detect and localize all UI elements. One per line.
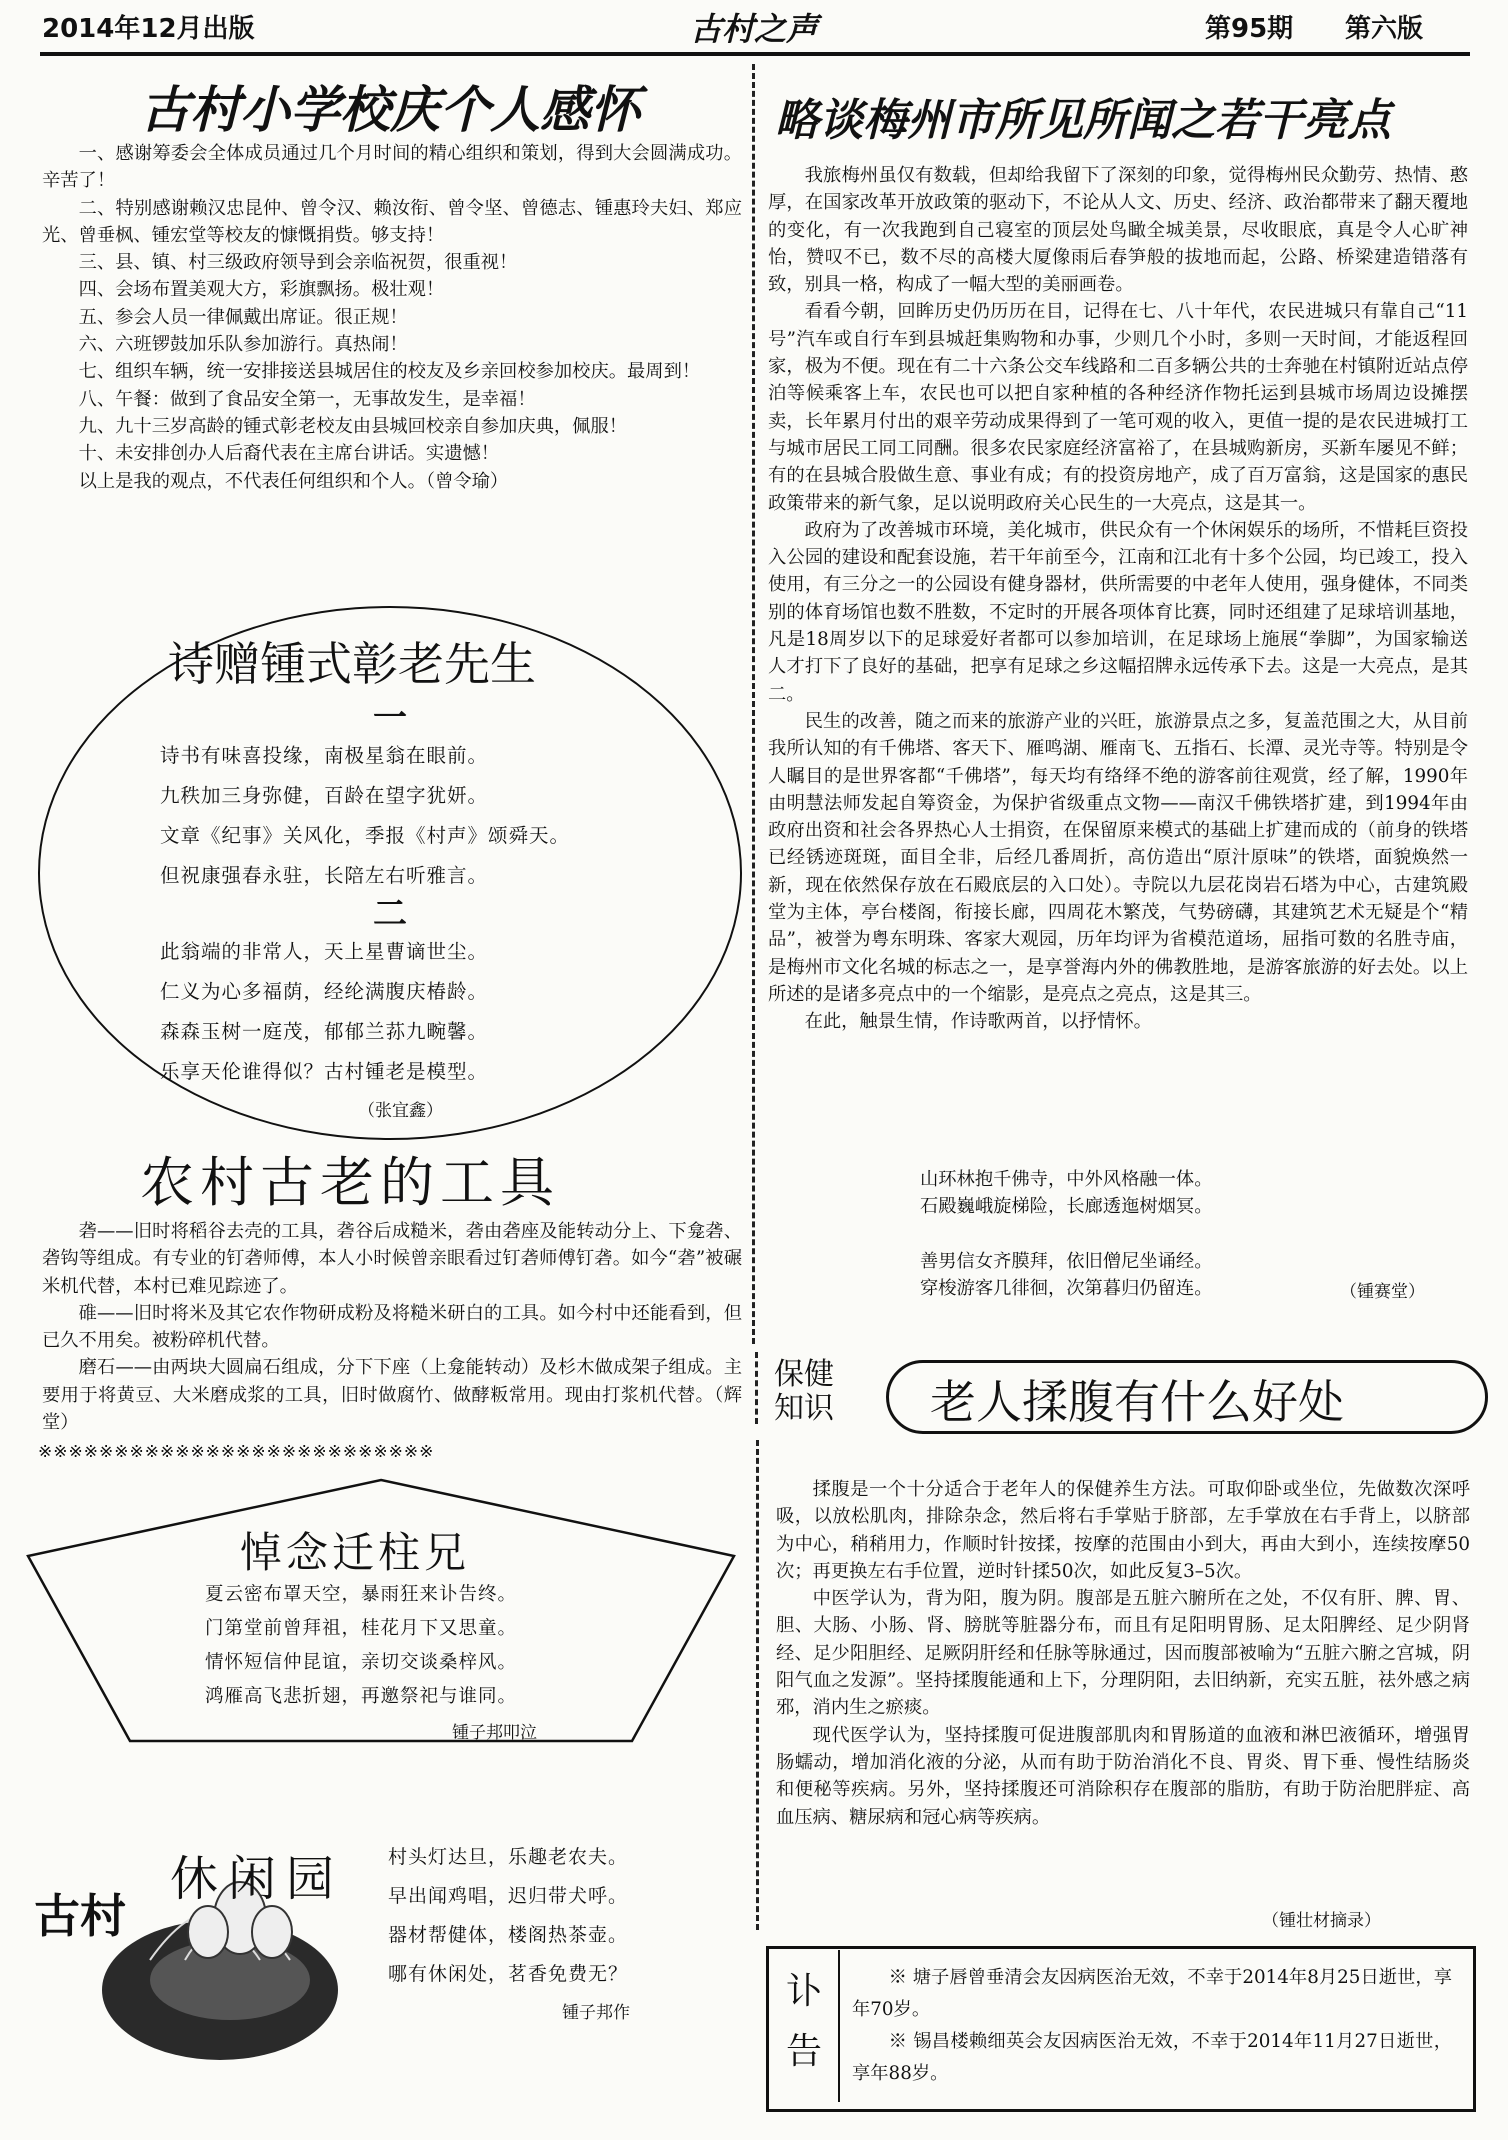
header-rule xyxy=(40,52,1470,56)
author-signature: （锺赛堂） xyxy=(1340,1282,1425,1302)
author-signature: （锺壮材摘录） xyxy=(1262,1911,1381,1931)
poem-line: 乐享天伦谁得似？古村锺老是模型。 xyxy=(160,1060,489,1083)
paragraph: 看看今朝，回眸历史仍历历在目，记得在七、八十年代，农民进城只有靠自己“11号”汽车或自行车到县城赶集购物和办事，少则几个小时，多则一天时间，才能返程回家，极为不便。现在有二十六条公交车线路和二百多辆公共的士奔驰在村镇附近站点停泊等候乘客上车，农民也可以把自家种植的各种经济作物托运到县城市场周边设摊摆卖，长年累月付出的艰辛劳动成果得到了一笔可观的收入，更值一提的是农民进城打工与城市居民工同工同酬。很多农民家庭经济富裕了，在县城购新房，买新车屡见不鲜；有的在县城合股做生意、事业有成；有的投资房地产，成了百万富翁，这是国家的惠民政策带来的新气象，足以说明政府关心民生的一大亮点，这是其一。 xyxy=(768,301,1468,514)
obituary-item: ※ 锡昌楼赖细英会友因病医治无效，不幸于2014年11月27日逝世，享年88岁。 xyxy=(852,2031,1452,2084)
obituary-list xyxy=(852,1962,1452,2090)
poem-line: 山环林抱千佛寺，中外风格融一体。 xyxy=(920,1169,1213,1190)
section-number: 二 xyxy=(373,894,407,934)
author-signature: 锺子邦作 xyxy=(562,2003,630,2023)
obituary-tag xyxy=(786,1962,822,2082)
poem-line: 夏云密布罩天空，暴雨狂来讣告终。 xyxy=(205,1584,518,1605)
paragraph: 六、六班锣鼓加乐队参加游行。真热闹！ xyxy=(78,334,408,356)
health-tag-line: 知识 xyxy=(774,1391,834,1426)
article-title-old-tools: 农村古老的工具 xyxy=(140,1151,560,1214)
poem-line: 善男信女齐膜拜，依旧僧尼坐诵经。 xyxy=(920,1250,1213,1272)
edition-date: 2014年12月出版 xyxy=(42,14,255,44)
poem-stanza-1 xyxy=(0,736,780,896)
poem-stanza-2 xyxy=(0,932,780,1092)
paragraph: 十、未安排创办人后裔代表在主席台讲话。实遗憾！ xyxy=(78,443,500,465)
poem-line: 九秩加三身弥健，百龄在望字犹妍。 xyxy=(160,784,489,807)
column-divider-short xyxy=(755,1352,762,1424)
page-number: 第六版 xyxy=(1345,14,1424,44)
poem-line: 器材帮健体，楼阁热茶壶。 xyxy=(388,1924,629,1946)
article-school-anniversary xyxy=(42,140,742,495)
obituary-tag-line: 讣 xyxy=(786,1971,823,2012)
paragraph: 在此，触景生情，作诗歌两首，以抒情怀。 xyxy=(804,1011,1152,1033)
section-number: 一 xyxy=(373,698,407,738)
article-title-meizhou: 略谈梅州市所见所闻之若干亮点 xyxy=(775,95,1391,146)
obituary-divider xyxy=(838,1950,840,2102)
poem-line: 穿梭游客几徘徊，次第暮归仍留连。 xyxy=(920,1277,1213,1299)
poem-line: 文章《纪事》关风化，季报《村声》颂舜天。 xyxy=(160,824,571,847)
paragraph: 以上是我的观点，不代表任何组织和个人。（曾令瑜） xyxy=(78,470,509,492)
article-old-tools xyxy=(42,1218,742,1436)
paragraph: 九、九十三岁高龄的锺式彰老校友由县城回校亲自参加庆典，佩服！ xyxy=(78,415,628,437)
article-belly-rub xyxy=(776,1476,1470,1831)
health-tag-line: 保健 xyxy=(774,1357,834,1392)
page-header xyxy=(0,0,1508,52)
article-title-belly-rub: 老人揉腹有什么好处 xyxy=(930,1375,1344,1429)
health-tag xyxy=(774,1358,834,1426)
issue-number: 第95期 xyxy=(1205,14,1294,44)
poem-line: 哪有休闲处，茗香免费无？ xyxy=(388,1963,629,1985)
poem-line: 村头灯达旦，乐趣老农夫。 xyxy=(388,1846,629,1868)
paragraph: 中医学认为，背为阳，腹为阴。腹部是五脏六腑所在之处，不仅有肝、脾、胃、胆、大肠、小肠、肾、膀胱等脏器分布，而且有足阳明胃肠、足太阳脾经、足少阴肾经、足少阳胆经、足厥阴肝经和任脉等脉通过，因而腹部被喻为“五脏六腑之宫城，阴阳气血之发源”。坚持揉腹能通和上下，分理阴阳，去旧纳新，充实五脏，祛外感之病邪，消内生之瘀痰。 xyxy=(776,1588,1470,1719)
column-divider-lower xyxy=(756,1440,763,1930)
poem-line: 早出闻鸡唱，迟归带犬呼。 xyxy=(388,1885,629,1907)
paragraph: 砻——旧时将稻谷去壳的工具，砻谷后成糙米，砻由砻座及能转动分上、下龛砻、砻钩等组成。有专业的钉砻师傅，本人小时候曾亲眼看过钉砻师傅钉砻。如今“砻”被碾米机代替，本村已难见踪迹了。 xyxy=(42,1221,742,1297)
article-title-mourning: 悼念迁柱兄 xyxy=(240,1528,471,1577)
paper-name: 古村之声 xyxy=(690,10,819,48)
paragraph: 磨石——由两块大圆扁石组成，分下下座（上龛能转动）及杉木做成架子组成。主要用于将黄豆、大米磨成浆的工具，旧时做腐竹、做酵粄常用。现由打浆机代替。（辉堂） xyxy=(42,1357,742,1434)
poem-line: 石殿巍峨旋梯险，长廊透迤树烟冥。 xyxy=(920,1196,1213,1218)
article-title-poem-gift: 诗赠锺式彰老先生 xyxy=(168,637,536,691)
paragraph: 八、午餐：做到了食品安全第一，无事故发生，是幸福！ xyxy=(78,388,536,410)
paragraph: 一、感谢筹委会全体成员通过几个月时间的精心组织和策划，得到大会圆满成功。辛苦了！ xyxy=(42,143,742,192)
paragraph: 四、会场布置美观大方，彩旗飘扬。极壮观！ xyxy=(78,279,445,301)
author-signature: 锺子邦叩泣 xyxy=(452,1723,537,1743)
poem-line: 鸿雁高飞悲折翅，再邀祭祀与谁同。 xyxy=(205,1686,518,1707)
paragraph: 政府为了改善城市环境，美化城市，供民众有一个休闲娱乐的场所，不惜耗巨资投入公园的建设和配套设施，若干年前至今，江南和江北有十多个公园，均已竣工，投入使用，有三分之一的公园设有健身器材，供所需要的中老年人使用，强身健体，不同类别的体育场馆也数不胜数，不定时的开展各项体育比赛，同时还组建了足球培训基地，凡是18周岁以下的足球爱好者都可以参加培训，在足球场上施展“拳脚”，为国家输送人才打下了良好的基础，把享有足球之乡这幅招牌永远传承下去。这是一大亮点，是其二。 xyxy=(768,519,1468,705)
article-meizhou xyxy=(768,162,1468,1036)
paragraph: 民生的改善，随之而来的旅游产业的兴旺，旅游景点之多，复盖范围之大，从目前我所认知的有千佛塔、客天下、雁鸣湖、雁南飞、五指石、长潭、灵光寺等。特别是令人瞩目的是世界客都“千佛塔”，每天均有络绎不绝的游客前往观赏，经了解，1990年由明慧法师发起自筹资金，为保护省级重点文物——南汉千佛铁塔扩建，到1994年由政府出资和社会各界热心人士捐资，在保留原来模式的基础上扩建而成的（前身的铁塔已经锈迹斑斑，面目全非，后经几番周折，高仿造出“原汁原味”的铁塔，面貌焕然一新，现在依然保存放在石殿底层的入口处）。寺院以九层花岗岩石塔为中心，古建筑殿堂为主体，亭台楼阁，衔接长廊，四周花木繁茂，气势磅礴，其建筑艺术无疑是个“精品”，被誉为粤东明珠、客家大观园，历年均评为省模范道场，屈指可数的名胜寺庙，是梅州市文化名城的标志之一，是享誉海内外的佛教胜地，是游客旅游的好去处。以上所述的是诸多亮点中的一个缩影，是亮点之亮点，这是其三。 xyxy=(768,710,1468,1005)
leisure-logo-1: 古村 xyxy=(34,1889,126,1943)
poem-line: 情怀短信仲昆谊，亲切交谈桑梓风。 xyxy=(205,1652,518,1673)
paragraph: 五、参会人员一律佩戴出席证。很正规！ xyxy=(78,306,408,328)
paragraph: 我旅梅州虽仅有数载，但却给我留下了深刻的印象，觉得梅州民众勤劳、热情、憨厚，在国家改革开放政策的驱动下，不论从人文、历史、经济、政治都带来了翻天覆地的变化，有一次我跑到自己寝室的顶层处鸟瞰全城美景，尽收眼底，真是令人心旷神怡，赞叹不已，数不尽的高楼大厦像雨后春笋般的拔地而起，公路、桥梁建造错落有致，别具一格，构成了一幅大型的美丽画卷。 xyxy=(768,165,1468,296)
author-signature: （张宜鑫） xyxy=(358,1101,443,1121)
poem-line: 仁义为心多福荫，经纶满腹庆椿龄。 xyxy=(160,980,489,1003)
poem-line: 此翁端的非常人，天上星曹谪世尘。 xyxy=(160,940,489,963)
leisure-logo-2: 休闲园 xyxy=(170,1851,345,1907)
poem-line: 门第堂前曾拜祖，桂花月下又思童。 xyxy=(205,1618,518,1639)
poem-line: 森森玉树一庭茂，郁郁兰荪九畹馨。 xyxy=(160,1020,489,1043)
paragraph: 现代医学认为，坚持揉腹可促进腹部肌肉和胃肠道的血液和淋巴液循环，增强胃肠蠕动，增加消化液的分泌，从而有助于防治消化不良、胃炎、胃下垂、慢性结肠炎和便秘等疾病。另外，坚持揉腹还可消除积存在腹部的脂肪，有助于防治肥胖症、高血压病、糖尿病和冠心病等疾病。 xyxy=(776,1724,1470,1828)
paragraph: 三、县、镇、村三级政府领导到会亲临祝贺，很重视！ xyxy=(78,252,518,274)
meizhou-poem xyxy=(920,1166,1213,1302)
paragraph: 碓——旧时将米及其它农作物研成粉及将糙米研白的工具。如今村中还能看到，但已久不用矣。被粉碎机代替。 xyxy=(42,1302,742,1352)
article-title-school-anniversary: 古村小学校庆个人感怀 xyxy=(140,80,640,139)
poem-gift-body xyxy=(0,700,780,1092)
paragraph: 二、特别感谢赖汉忠昆仲、曾令汉、赖汝衔、曾令坚、曾德志、锺惠玲夫妇、郑应光、曾垂枫、锺宏堂等校友的慷慨捐赀。够支持！ xyxy=(42,197,742,246)
poem-line: 但祝康强春永驻，长陪左右听雅言。 xyxy=(160,864,489,887)
leisure-poem xyxy=(388,1838,628,1994)
paragraph: 七、组织车辆，统一安排接送县城居住的校友及乡亲回校参加校庆。最周到！ xyxy=(78,361,701,383)
mourning-poem xyxy=(205,1578,517,1714)
obituary-item: ※ 塘子唇曾垂清会友因病医治无效，不幸于2014年8月25日逝世，享年70岁。 xyxy=(852,1967,1452,2020)
poem-line: 诗书有味喜投缘，南极星翁在眼前。 xyxy=(160,744,489,767)
obituary-tag-line: 告 xyxy=(786,2031,823,2072)
paragraph: 揉腹是一个十分适合于老年人的保健养生方法。可取仰卧或坐位，先做数次深呼吸，以放松肌肉，排除杂念，然后将右手掌贴于脐部，左手掌放在右手背上，以脐部为中心，稍稍用力，作顺时针按揉，按摩的范围由小到大，再由大到小，连续按摩50次；再更换左右手位置，逆时针揉50次，如此反复3–5次。 xyxy=(776,1479,1470,1582)
star-divider: ※※※※※※※※※※※※※※※※※※※※※※※※※※ xyxy=(38,1442,435,1462)
